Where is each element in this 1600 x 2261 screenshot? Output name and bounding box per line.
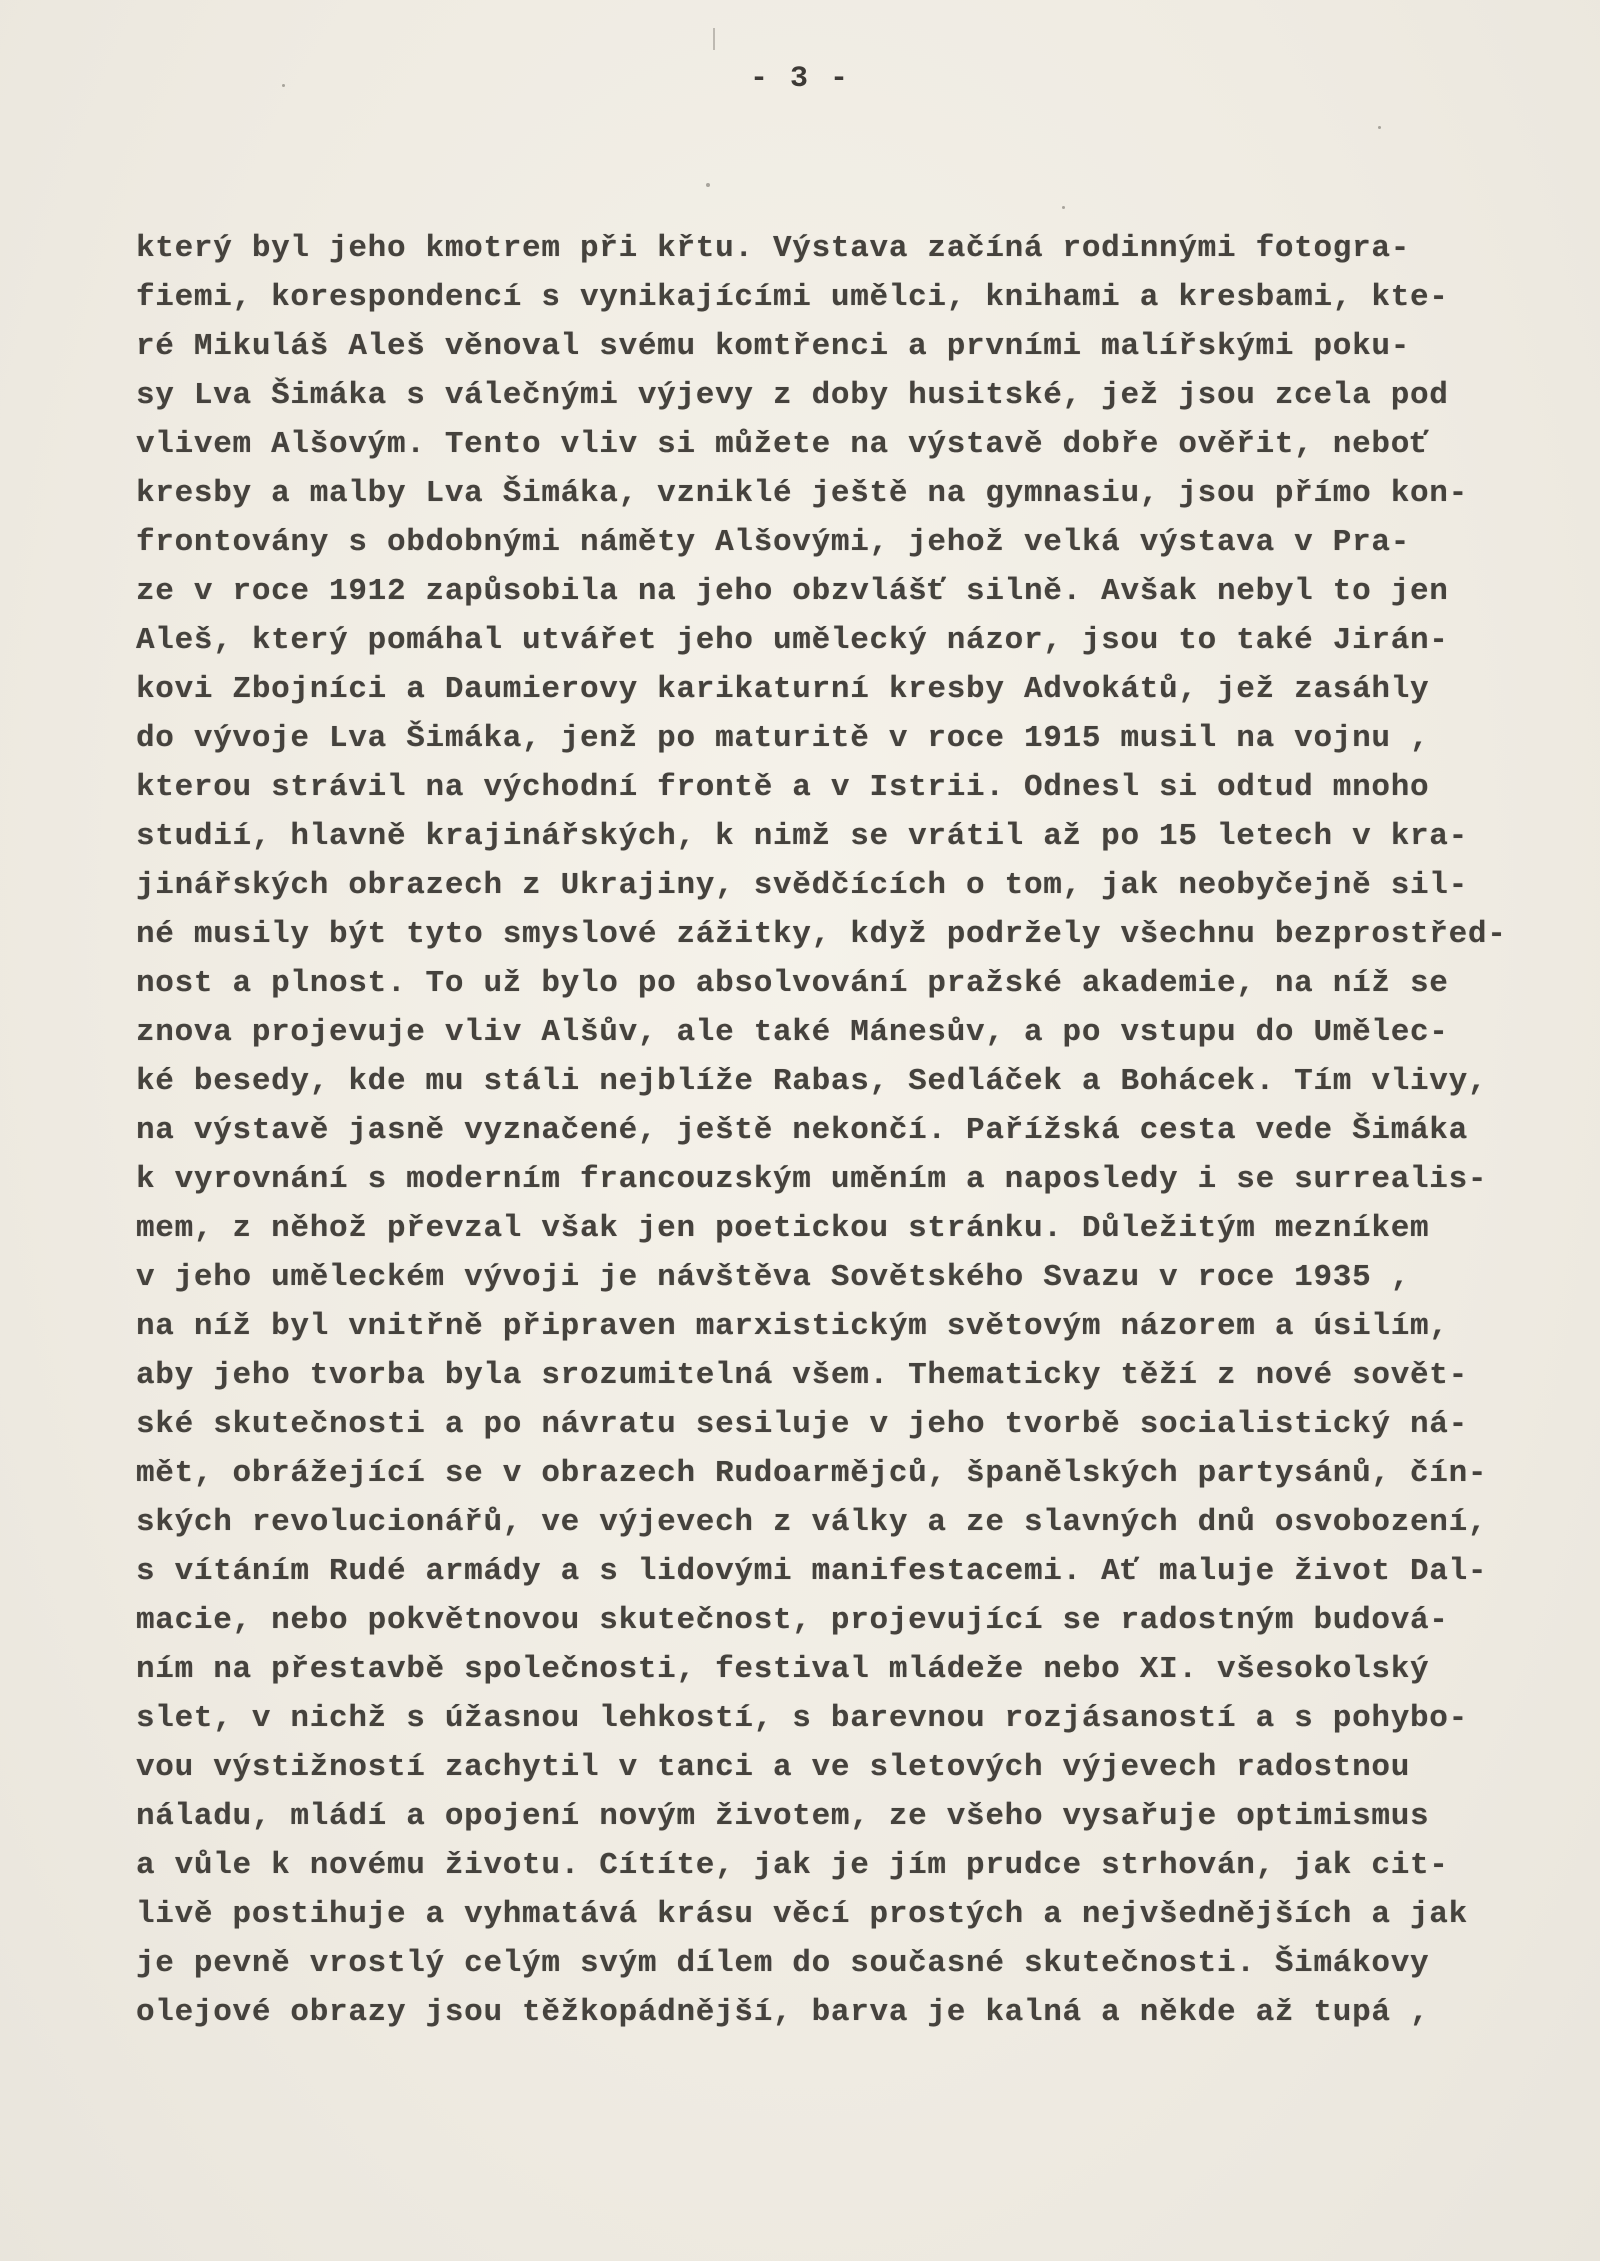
text-line: nost a plnost. To už bylo po absolvování pražské akademie, na níž se bbox=[136, 966, 1449, 1001]
text-line: mět, obrážející se v obrazech Rudoarmějců, španělských partysánů, čín- bbox=[136, 1456, 1488, 1491]
text-line: kterou strávil na východní frontě a v Istrii. Odnesl si odtud mnoho bbox=[136, 770, 1430, 805]
text-line: ré Mikuláš Aleš věnoval svému komtřenci a prvními malířskými poku- bbox=[136, 329, 1410, 364]
text-line: slet, v nichž s úžasnou lehkostí, s barevnou rozjásaností a s pohybo- bbox=[136, 1701, 1468, 1736]
text-line: který byl jeho kmotrem při křtu. Výstava začíná rodinnými fotogra- bbox=[136, 231, 1410, 266]
text-line: s vítáním Rudé armády a s lidovými manifestacemi. Ať maluje život Dal- bbox=[136, 1554, 1488, 1589]
text-line: ských revolucionářů, ve výjevech z války a ze slavných dnů osvobození, bbox=[136, 1505, 1488, 1540]
text-line: jinářských obrazech z Ukrajiny, svědčících o tom, jak neobyčejně sil- bbox=[136, 868, 1468, 903]
text-line: olejové obrazy jsou těžkopádnější, barva je kalná a někde až tupá , bbox=[136, 1995, 1430, 2030]
page-number: - 3 - bbox=[749, 62, 850, 96]
text-line: livě postihuje a vyhmatává krásu věcí prostých a nejvšednějších a jak bbox=[136, 1897, 1468, 1932]
text-line: macie, nebo pokvětnovou skutečnost, projevující se radostným budová- bbox=[136, 1603, 1449, 1638]
paper-speck bbox=[282, 84, 285, 87]
paper-speck bbox=[706, 183, 710, 187]
text-line: k vyrovnání s moderním francouzským uměním a naposledy i se surrealis- bbox=[136, 1162, 1488, 1197]
text-line: na výstavě jasně vyznačené, ještě nekončí. Pařížská cesta vede Šimáka bbox=[136, 1113, 1468, 1148]
typewritten-body-text bbox=[136, 224, 1556, 2037]
text-line: frontovány s obdobnými náměty Alšovými, jehož velká výstava v Pra- bbox=[136, 525, 1410, 560]
text-line: ské skutečnosti a po návratu sesiluje v jeho tvorbě socialistický ná- bbox=[136, 1407, 1468, 1442]
text-line: né musily být tyto smyslové zážitky, když podržely všechnu bezprostřed- bbox=[136, 917, 1507, 952]
text-line: na níž byl vnitřně připraven marxistickým světovým názorem a úsilím, bbox=[136, 1309, 1449, 1344]
paper-mark bbox=[713, 28, 715, 50]
text-line: vou výstižností zachytil v tanci a ve sletových výjevech radostnou bbox=[136, 1750, 1410, 1785]
text-line: v jeho uměleckém vývoji je návštěva Sovětského Svazu v roce 1935 , bbox=[136, 1260, 1410, 1295]
paper-speck bbox=[1062, 206, 1065, 209]
text-line: mem, z něhož převzal však jen poetickou stránku. Důležitým mezníkem bbox=[136, 1211, 1430, 1246]
text-line: do vývoje Lva Šimáka, jenž po maturitě v roce 1915 musil na vojnu , bbox=[136, 721, 1430, 756]
text-line: ním na přestavbě společnosti, festival mládeže nebo XI. všesokolský bbox=[136, 1652, 1430, 1687]
text-line: sy Lva Šimáka s válečnými výjevy z doby husitské, jež jsou zcela pod bbox=[136, 378, 1449, 413]
text-line: a vůle k novému životu. Cítíte, jak je jím prudce strhován, jak cit- bbox=[136, 1848, 1449, 1883]
text-line: znova projevuje vliv Alšův, ale také Mánesův, a po vstupu do Umělec- bbox=[136, 1015, 1449, 1050]
text-line: kresby a malby Lva Šimáka, vzniklé ještě na gymnasiu, jsou přímo kon- bbox=[136, 476, 1468, 511]
text-line: ké besedy, kde mu stáli nejblíže Rabas, Sedláček a Bohácek. Tím vlivy, bbox=[136, 1064, 1488, 1099]
text-line: je pevně vrostlý celým svým dílem do současné skutečnosti. Šimákovy bbox=[136, 1946, 1430, 1981]
text-line: studií, hlavně krajinářských, k nimž se vrátil až po 15 letech v kra- bbox=[136, 819, 1468, 854]
text-line: ze v roce 1912 zapůsobila na jeho obzvlášť silně. Avšak nebyl to jen bbox=[136, 574, 1449, 609]
text-line: vlivem Alšovým. Tento vliv si můžete na výstavě dobře ověřit, neboť bbox=[136, 427, 1430, 462]
text-line: kovi Zbojníci a Daumierovy karikaturní kresby Advokátů, jež zasáhly bbox=[136, 672, 1430, 707]
text-line: fiemi, korespondencí s vynikajícími umělci, knihami a kresbami, kte- bbox=[136, 280, 1449, 315]
paper-speck bbox=[1378, 126, 1381, 129]
text-line: aby jeho tvorba byla srozumitelná všem. Thematicky těží z nové sovět- bbox=[136, 1358, 1468, 1393]
text-line: Aleš, který pomáhal utvářet jeho umělecký názor, jsou to také Jirán- bbox=[136, 623, 1449, 658]
text-line: náladu, mládí a opojení novým životem, ze všeho vysařuje optimismus bbox=[136, 1799, 1430, 1834]
